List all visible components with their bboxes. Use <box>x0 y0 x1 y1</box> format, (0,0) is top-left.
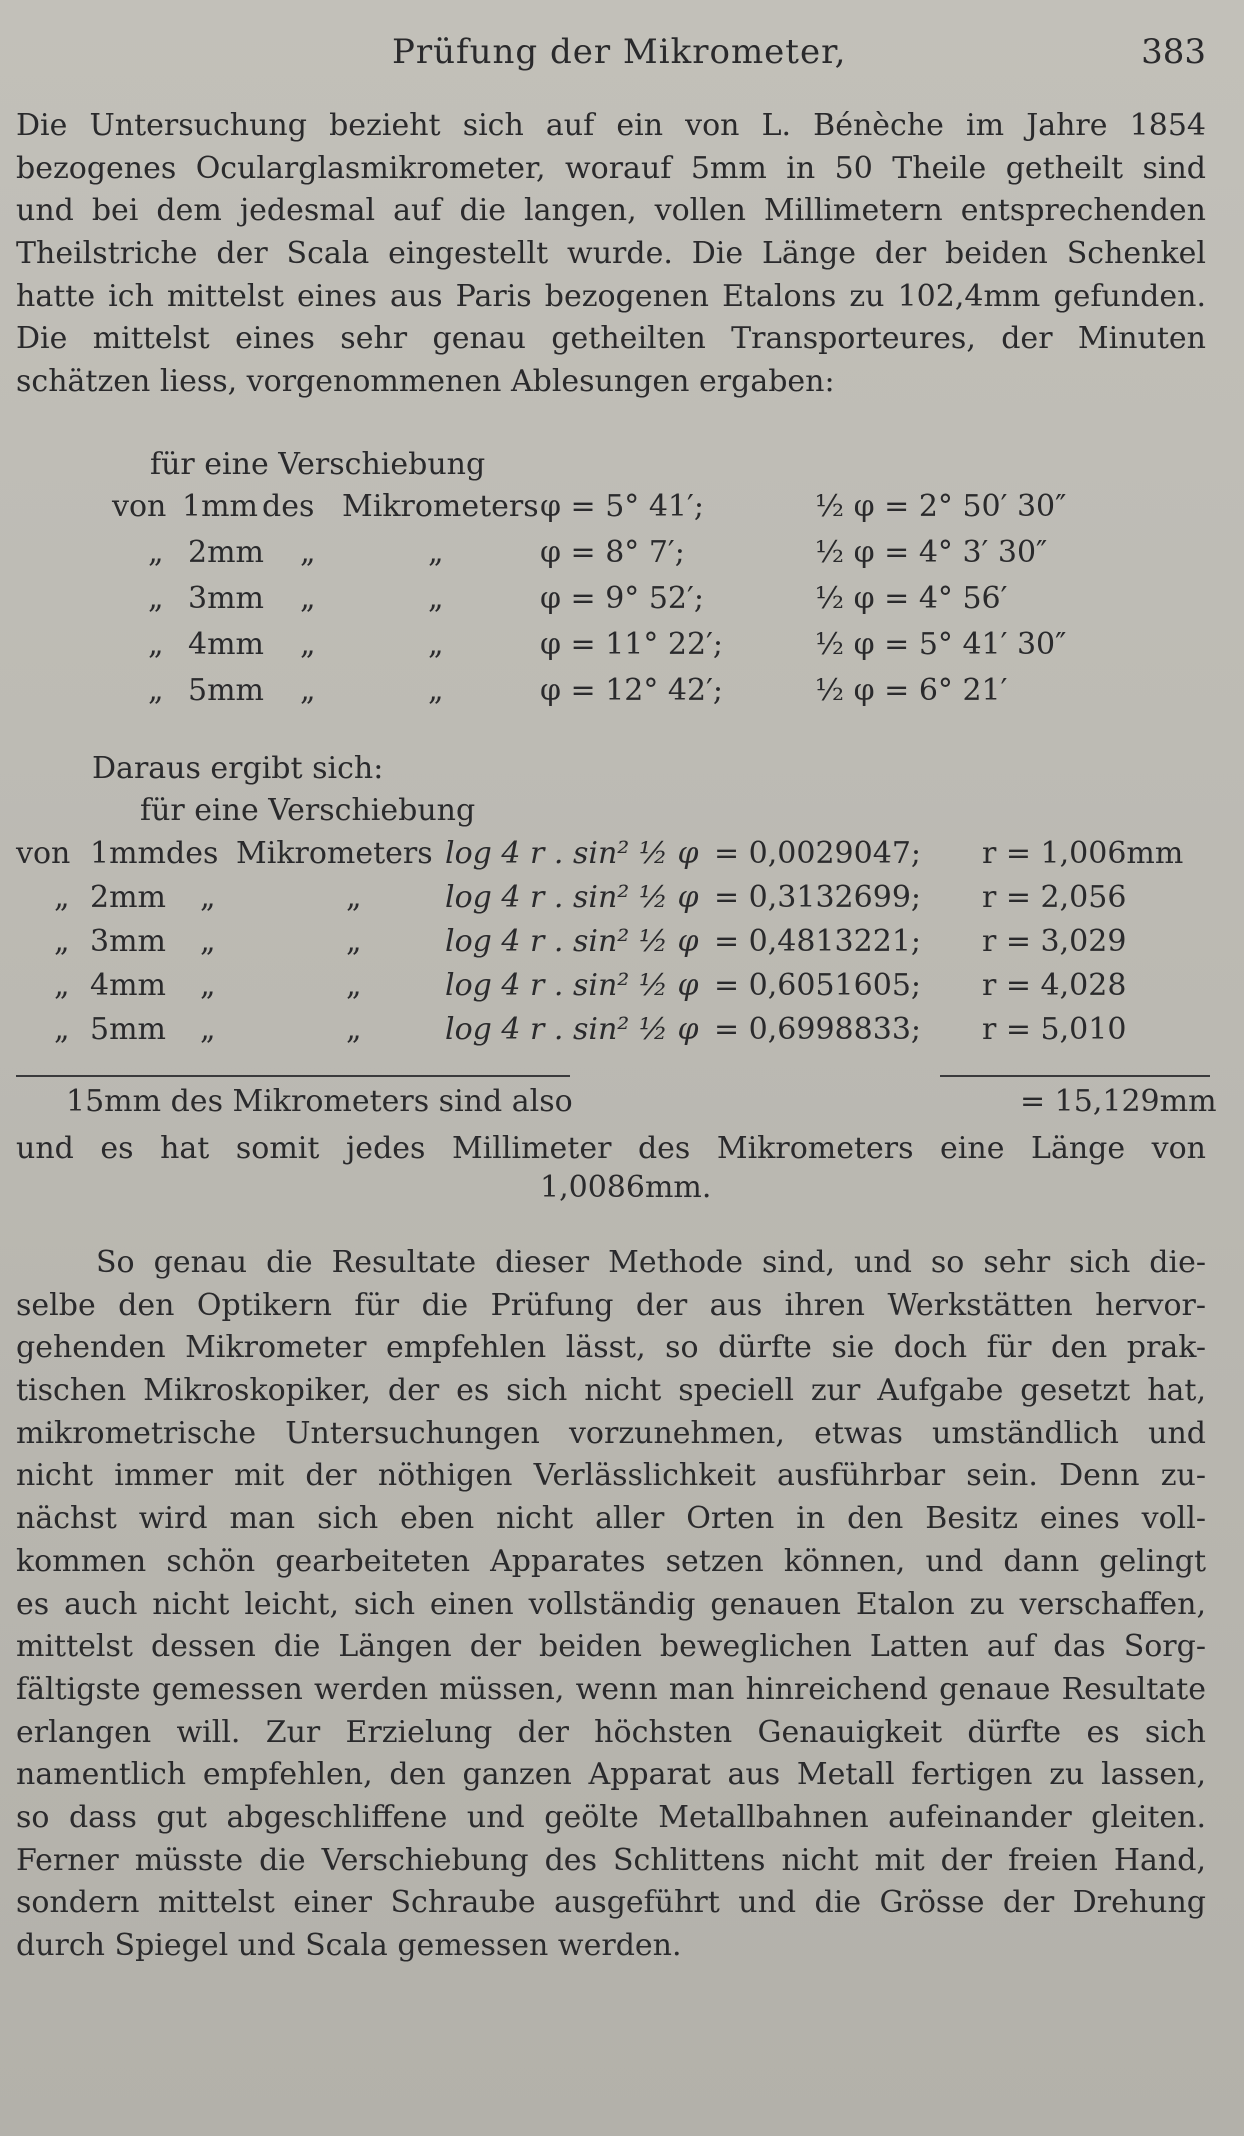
text-line: namentlich empfehlen, den ganzen Apparat aus Metall fertigen zu lassen, <box>16 1757 1206 1793</box>
measurement-row <box>0 489 1244 531</box>
row-amount: 1mm <box>90 836 166 871</box>
text-line: nicht immer mit der nöthigen Verlässlichkeit ausführbar sein. Denn zu- <box>16 1458 1206 1494</box>
result-row <box>0 924 1244 966</box>
row-des: „ <box>200 968 216 1003</box>
sum-rule-right <box>940 1075 1210 1077</box>
row-object: „ <box>428 627 444 662</box>
paragraph-intro <box>16 105 1206 404</box>
text-line: schätzen liess, vorgenommenen Ablesungen ergaben: <box>16 364 835 400</box>
text-line: mikrometrische Untersuchungen vorzunehmen, etwas umständlich und <box>16 1415 1206 1451</box>
row-amount: 5mm <box>188 673 264 708</box>
text-line: und bei dem jedesmal auf die langen, vollen Millimetern entsprechenden <box>16 193 1206 229</box>
row-prefix: von <box>112 489 167 524</box>
running-header <box>0 32 1244 76</box>
row-formula: log 4 r . sin² ½ φ <box>445 880 699 915</box>
row-formula: log 4 r . sin² ½ φ <box>445 968 699 1003</box>
row-object: „ <box>346 1012 362 1047</box>
row-log-value: = 0,6051605; <box>714 968 922 1003</box>
row-phi: φ = 12° 42′; <box>540 673 724 708</box>
text-line: selbe den Optikern für die Prüfung der aus ihren Werkstätten hervor- <box>16 1287 1206 1323</box>
row-radius: r = 4,028 <box>982 968 1127 1003</box>
row-radius: r = 1,006mm <box>982 836 1184 871</box>
row-prefix: „ <box>54 1012 70 1047</box>
result-row <box>0 1012 1244 1054</box>
row-amount: 1mm <box>182 489 258 524</box>
row-object: „ <box>346 880 362 915</box>
row-des: „ <box>300 535 316 570</box>
sum-label: 15mm des Mikrometers sind also <box>66 1084 573 1119</box>
measurement-row <box>0 627 1244 669</box>
row-amount: 4mm <box>90 968 166 1003</box>
row-des: des <box>262 489 315 524</box>
row-object: Mikrometers <box>236 836 433 871</box>
row-object: „ <box>428 673 444 708</box>
measurements-heading: für eine Verschiebung <box>150 447 486 482</box>
text-line: durch Spiegel und Scala gemessen werden. <box>16 1928 682 1963</box>
row-amount: 2mm <box>90 880 166 915</box>
text-line: fältigste gemessen werden müssen, wenn man hinreichend genaue Resultate <box>16 1671 1206 1707</box>
row-des: „ <box>200 880 216 915</box>
row-radius: r = 2,056 <box>982 880 1127 915</box>
header-title: Prüfung der Mikrometer, <box>392 32 847 72</box>
measurement-row <box>0 581 1244 623</box>
row-half-phi: ½ φ = 4° 3′ 30″ <box>815 535 1048 570</box>
row-object: „ <box>346 924 362 959</box>
sum-rule-left <box>16 1075 570 1077</box>
text-line: gehenden Mikrometer empfehlen lässt, so dürfte sie doch für den prak- <box>16 1330 1206 1366</box>
row-prefix: „ <box>148 627 164 662</box>
page-number: 383 <box>1141 32 1206 72</box>
row-des: „ <box>300 673 316 708</box>
row-des: „ <box>200 924 216 959</box>
text-line: und es hat somit jedes Millimeter des Mikrometers eine Länge von <box>16 1131 1206 1166</box>
row-prefix: „ <box>148 581 164 616</box>
row-amount: 2mm <box>188 535 264 570</box>
row-prefix: „ <box>148 673 164 708</box>
row-prefix: „ <box>54 924 70 959</box>
measurement-row <box>0 673 1244 715</box>
row-prefix: „ <box>54 968 70 1003</box>
conclusion-value: 1,0086mm. <box>540 1170 712 1205</box>
row-amount: 3mm <box>90 924 166 959</box>
row-log-value: = 0,4813221; <box>714 924 922 959</box>
row-formula: log 4 r . sin² ½ φ <box>445 924 699 959</box>
row-log-value: = 0,3132699; <box>714 880 922 915</box>
measurement-row <box>0 535 1244 577</box>
row-phi: φ = 9° 52′; <box>540 581 704 616</box>
row-des: „ <box>300 581 316 616</box>
row-prefix: „ <box>54 880 70 915</box>
sum-value: = 15,129mm <box>1020 1084 1217 1119</box>
row-object: „ <box>428 581 444 616</box>
result-row <box>0 968 1244 1010</box>
row-half-phi: ½ φ = 5° 41′ 30″ <box>815 627 1067 662</box>
text-line: Theilstriche der Scala eingestellt wurde. Die Länge der beiden Schenkel <box>16 236 1206 272</box>
text-line: es auch nicht leicht, sich einen vollständig genauen Etalon zu verschaffen, <box>16 1586 1206 1622</box>
text-line: so dass gut abgeschliffene und geölte Metallbahnen aufeinander gleiten. <box>16 1799 1206 1835</box>
result-row <box>0 836 1244 878</box>
row-formula: log 4 r . sin² ½ φ <box>445 836 699 871</box>
row-amount: 3mm <box>188 581 264 616</box>
text-line: Ferner müsste die Verschiebung des Schlittens nicht mit der freien Hand, <box>16 1842 1206 1878</box>
row-half-phi: ½ φ = 6° 21′ <box>815 673 1008 708</box>
row-log-value: = 0,6998833; <box>714 1012 922 1047</box>
text-line: kommen schön gearbeiteten Apparates setzen können, und dann gelingt <box>16 1543 1206 1579</box>
text-line: Die Untersuchung bezieht sich auf ein von L. Bénèche im Jahre 1854 <box>16 108 1206 143</box>
row-des: des <box>166 836 219 871</box>
conclusion-line <box>16 1128 1206 1171</box>
row-object: „ <box>346 968 362 1003</box>
text-line: bezogenes Ocularglasmikrometer, worauf 5mm in 50 Theile getheilt sind <box>16 150 1206 186</box>
row-formula: log 4 r . sin² ½ φ <box>445 1012 699 1047</box>
text-line: tischen Mikroskopiker, der es sich nicht speciell zur Aufgabe gesetzt hat, <box>16 1373 1206 1409</box>
row-amount: 4mm <box>188 627 264 662</box>
row-phi: φ = 5° 41′; <box>540 489 704 524</box>
row-radius: r = 5,010 <box>982 1012 1127 1047</box>
paragraph-discussion <box>16 1242 1206 1968</box>
row-half-phi: ½ φ = 2° 50′ 30″ <box>815 489 1067 524</box>
row-log-value: = 0,0029047; <box>714 836 922 871</box>
text-line: erlangen will. Zur Erzielung der höchsten Genauigkeit dürfte es sich <box>16 1714 1206 1750</box>
row-prefix: „ <box>148 535 164 570</box>
text-line: sondern mittelst einer Schraube ausgeführt und die Grösse der Drehung <box>16 1885 1206 1921</box>
text-line: Die mittelst eines sehr genau getheilten Transporteures, der Minuten <box>16 321 1206 357</box>
row-des: „ <box>300 627 316 662</box>
row-phi: φ = 11° 22′; <box>540 627 724 662</box>
results-heading: Daraus ergibt sich: <box>92 751 384 786</box>
row-object: Mikrometers <box>342 489 539 524</box>
row-prefix: von <box>16 836 71 871</box>
text-line: mittelst dessen die Längen der beiden beweglichen Latten auf das Sorg- <box>16 1629 1206 1665</box>
row-half-phi: ½ φ = 4° 56′ <box>815 581 1008 616</box>
row-radius: r = 3,029 <box>982 924 1127 959</box>
text-line: So genau die Resultate dieser Methode sind, und so sehr sich die- <box>96 1245 1206 1280</box>
text-line: nächst wird man sich eben nicht aller Orten in den Besitz eines voll- <box>16 1501 1206 1537</box>
results-subheading: für eine Verschiebung <box>140 793 476 828</box>
row-phi: φ = 8° 7′; <box>540 535 685 570</box>
row-des: „ <box>200 1012 216 1047</box>
row-object: „ <box>428 535 444 570</box>
row-amount: 5mm <box>90 1012 166 1047</box>
result-row <box>0 880 1244 922</box>
text-line: hatte ich mittelst eines aus Paris bezogenen Etalons zu 102,4mm gefunden. <box>16 278 1206 314</box>
